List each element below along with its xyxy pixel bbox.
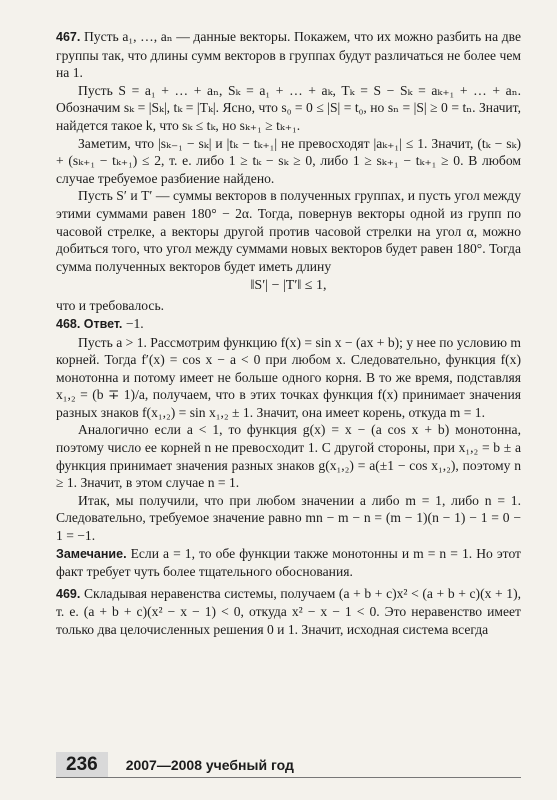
problem-467-paragraph: Пусть S′ и T′ — суммы векторов в полученных группах, и пусть угол между этими суммами равен 180° − 2α. Тогда, повернув векторы одной из групп по часовой стрелке, а векторы другой против часовой стрелки на угол α, можно добиться того, что угол между суммами новых векторов будет равен 180°. Тогда сумма полученных векторов будет иметь длину bbox=[56, 188, 521, 274]
problem-469-intro bbox=[56, 585, 521, 639]
problem-467-conclusion: что и требовалось. bbox=[56, 298, 165, 314]
page-footer bbox=[56, 752, 521, 778]
problem-467-paragraph: Заметим, что |sₖ₋₁ − sₖ| и |tₖ − tₖ₊₁| не превосходят |aₖ₊₁| ≤ 1. Значит, (tₖ − sₖ) + (sₖ₊₁ − tₖ₊₁) ≤ 2, т. е. либо 1 ≥ tₖ − sₖ ≥ 0, либо 1 ≥ sₖ₊₁ − tₖ₊₁ ≥ 0. В любом случае требуемое разбиение найдено. bbox=[56, 135, 521, 186]
paragraph-text: Пусть a₁, …, aₙ — данные векторы. Покажем, что их можно разбить на две группы так, что длины сумм векторов в группах будут различаться не более чем на 1. bbox=[56, 29, 521, 81]
problem-467-intro bbox=[56, 28, 521, 82]
footer-divider bbox=[56, 777, 521, 778]
problem-number: 469. bbox=[56, 586, 81, 601]
problem-number: 468. bbox=[56, 316, 81, 331]
problem-467-paragraph: Пусть S = a₁ + … + aₙ, Sₖ = a₁ + … + aₖ, Tₖ = S − Sₖ = aₖ₊₁ + … + aₙ. Обозначим sₖ = |Sₖ|, tₖ = |Tₖ|. Ясно, что s₀ = 0 ≤ |S| = t₀, но sₙ = |S| ≥ 0 = tₙ. Значит, найдется такое k, что sₖ ≤ tₖ, но sₖ₊₁ ≥ tₖ₊₁. bbox=[56, 82, 521, 133]
paragraph-text: Складывая неравенства системы, получаем (a + b + c)x² < (a + b + c)(x + 1), т. е. (a + b + c)(x² − x − 1) < 0, откуда x² − x − 1 < 0. Это неравенство имеет только два целочисленных решения 0 и 1. Значит, исходная система всегда bbox=[56, 585, 522, 637]
problem-number: 467. bbox=[56, 30, 81, 44]
problem-468-paragraph: Аналогично если a < 1, то функция g(x) = x − (a cos x + b) монотонна, поэтому число ее корней n не превосходит 1. С другой стороны, при x₁,₂ = b ± a функция принимает значения разных знаков g(x₁,₂) = a(±1 − cos x₁,₂), поэтому n ≥ 1. Значит, в этом случае n = 1. bbox=[56, 422, 521, 491]
answer-label: Ответ. bbox=[83, 316, 123, 331]
problem-468-remark bbox=[56, 545, 521, 581]
problem-468-paragraph: Итак, мы получили, что при любом значении a либо m = 1, либо n = 1. Следовательно, требуемое значение равно mn − m − n = (m − 1)(n − 1) − 1 = 0 − 1 = −1. bbox=[56, 492, 521, 544]
running-title: 2007—2008 учебный год bbox=[125, 757, 294, 773]
problem-468-answer bbox=[56, 315, 521, 334]
remark-label: Замечание. bbox=[56, 546, 127, 561]
display-formula: ‖S′| − |T′‖ ≤ 1, bbox=[250, 278, 327, 294]
problem-468-paragraph: Пусть a > 1. Рассмотрим функцию f(x) = sin x − (ax + b); у нее по условию m корней. Тогда f′(x) = cos x − a < 0 при любом x. Следовательно, функция f(x) монотонна и потому имеет не больше одного корня. В то же время, подставляя x₁,₂ = (b ∓ 1)/a, получаем, что в этих точках функция f(x) принимает значения разных знаков f(x₁,₂) = sin x₁,₂ ± 1. Значит, она имеет корень, откуда m = 1. bbox=[56, 334, 521, 420]
remark-text: Если a = 1, то обе функции также монотонны и m = n = 1. Но этот факт требует чуть более тщательного обоснования. bbox=[56, 545, 521, 580]
answer-value: −1. bbox=[125, 315, 144, 331]
page-number: 236 bbox=[56, 752, 108, 778]
